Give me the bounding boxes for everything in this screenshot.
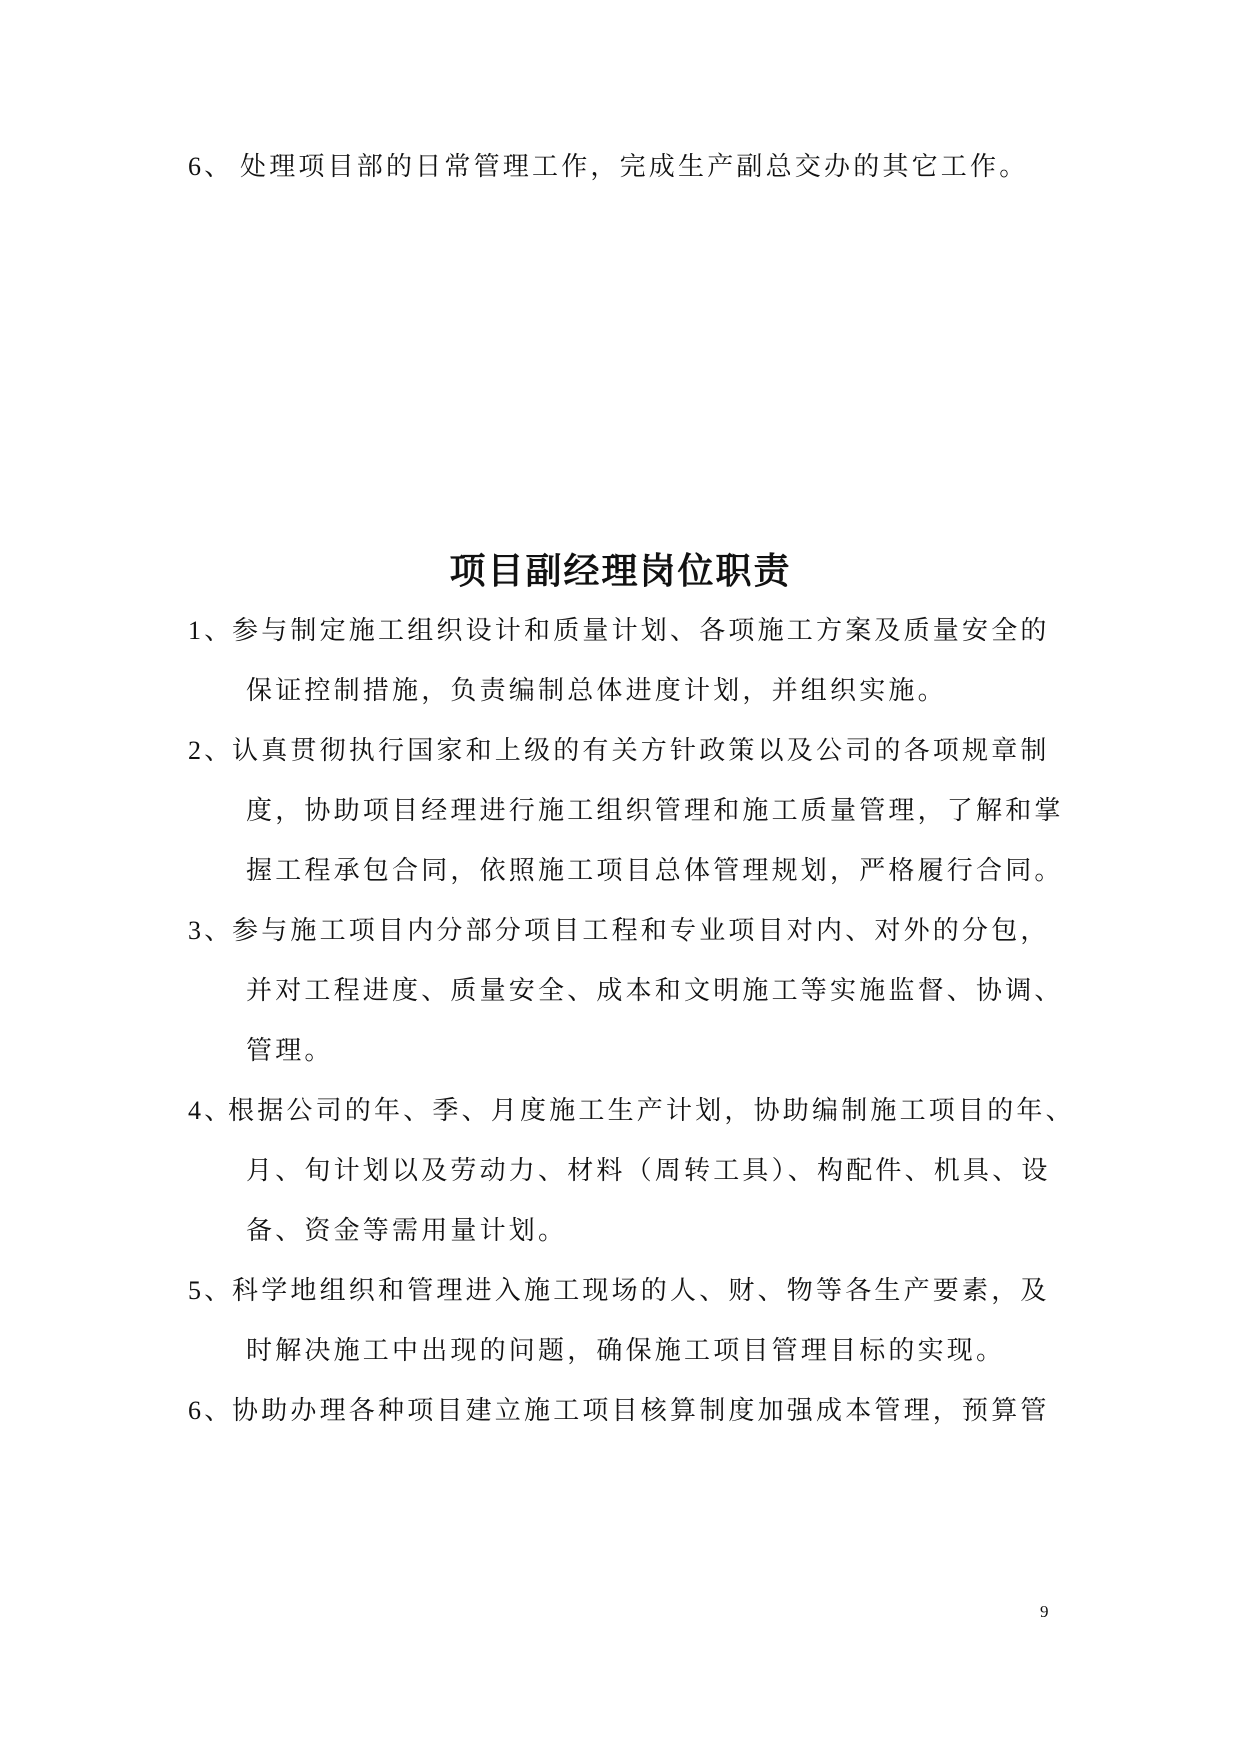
item-number: 2、 bbox=[188, 736, 234, 765]
list-item-6 bbox=[188, 1394, 1050, 1428]
item-3-line-3: 管理。 bbox=[246, 1036, 334, 1066]
item-line: 参与制定施工组织设计和质量计划、各项施工方案及质量安全的 bbox=[232, 616, 1050, 646]
item-2-line-3: 握工程承包合同，依照施工项目总体管理规划，严格履行合同。 bbox=[246, 856, 1064, 886]
list-item-4 bbox=[188, 1094, 1075, 1128]
item-line: 认真贯彻执行国家和上级的有关方针政策以及公司的各项规章制 bbox=[232, 736, 1050, 766]
item-line: 协助办理各种项目建立施工项目核算制度加强成本管理，预算管 bbox=[232, 1396, 1050, 1426]
item-number: 4、 bbox=[188, 1096, 234, 1125]
prev-item-number: 6、 bbox=[188, 152, 234, 181]
item-5-line-2: 时解决施工中出现的问题，确保施工项目管理目标的实现。 bbox=[246, 1336, 1006, 1366]
item-number: 1、 bbox=[188, 616, 234, 645]
item-line: 科学地组织和管理进入施工现场的人、财、物等各生产要素，及 bbox=[232, 1276, 1050, 1306]
item-number: 3、 bbox=[188, 916, 234, 945]
item-line: 参与施工项目内分部分项目工程和专业项目对内、对外的分包， bbox=[232, 916, 1050, 946]
item-line: 根据公司的年、季、月度施工生产计划，协助编制施工项目的年、 bbox=[228, 1096, 1075, 1126]
page-number: 9 bbox=[1040, 1602, 1049, 1621]
list-item-2 bbox=[188, 734, 1050, 768]
list-item-3 bbox=[188, 914, 1050, 948]
item-1-line-2: 保证控制措施，负责编制总体进度计划，并组织实施。 bbox=[246, 676, 947, 706]
section-title: 项目副经理岗位职责 bbox=[449, 551, 792, 592]
item-2-line-2: 度，协助项目经理进行施工组织管理和施工质量管理，了解和掌 bbox=[246, 796, 1064, 826]
item-4-line-2: 月、旬计划以及劳动力、材料（周转工具）、构配件、机具、设 bbox=[246, 1156, 1051, 1186]
prev-item-text: 处理项目部的日常管理工作，完成生产副总交办的其它工作。 bbox=[240, 152, 1029, 182]
list-item-5 bbox=[188, 1274, 1050, 1308]
item-3-line-2: 并对工程进度、质量安全、成本和文明施工等实施监督、协调、 bbox=[246, 976, 1064, 1006]
item-number: 6、 bbox=[188, 1396, 234, 1425]
list-item-1 bbox=[188, 614, 1050, 648]
prev-item bbox=[188, 150, 1028, 184]
item-number: 5、 bbox=[188, 1276, 234, 1305]
item-4-line-3: 备、资金等需用量计划。 bbox=[246, 1216, 568, 1246]
